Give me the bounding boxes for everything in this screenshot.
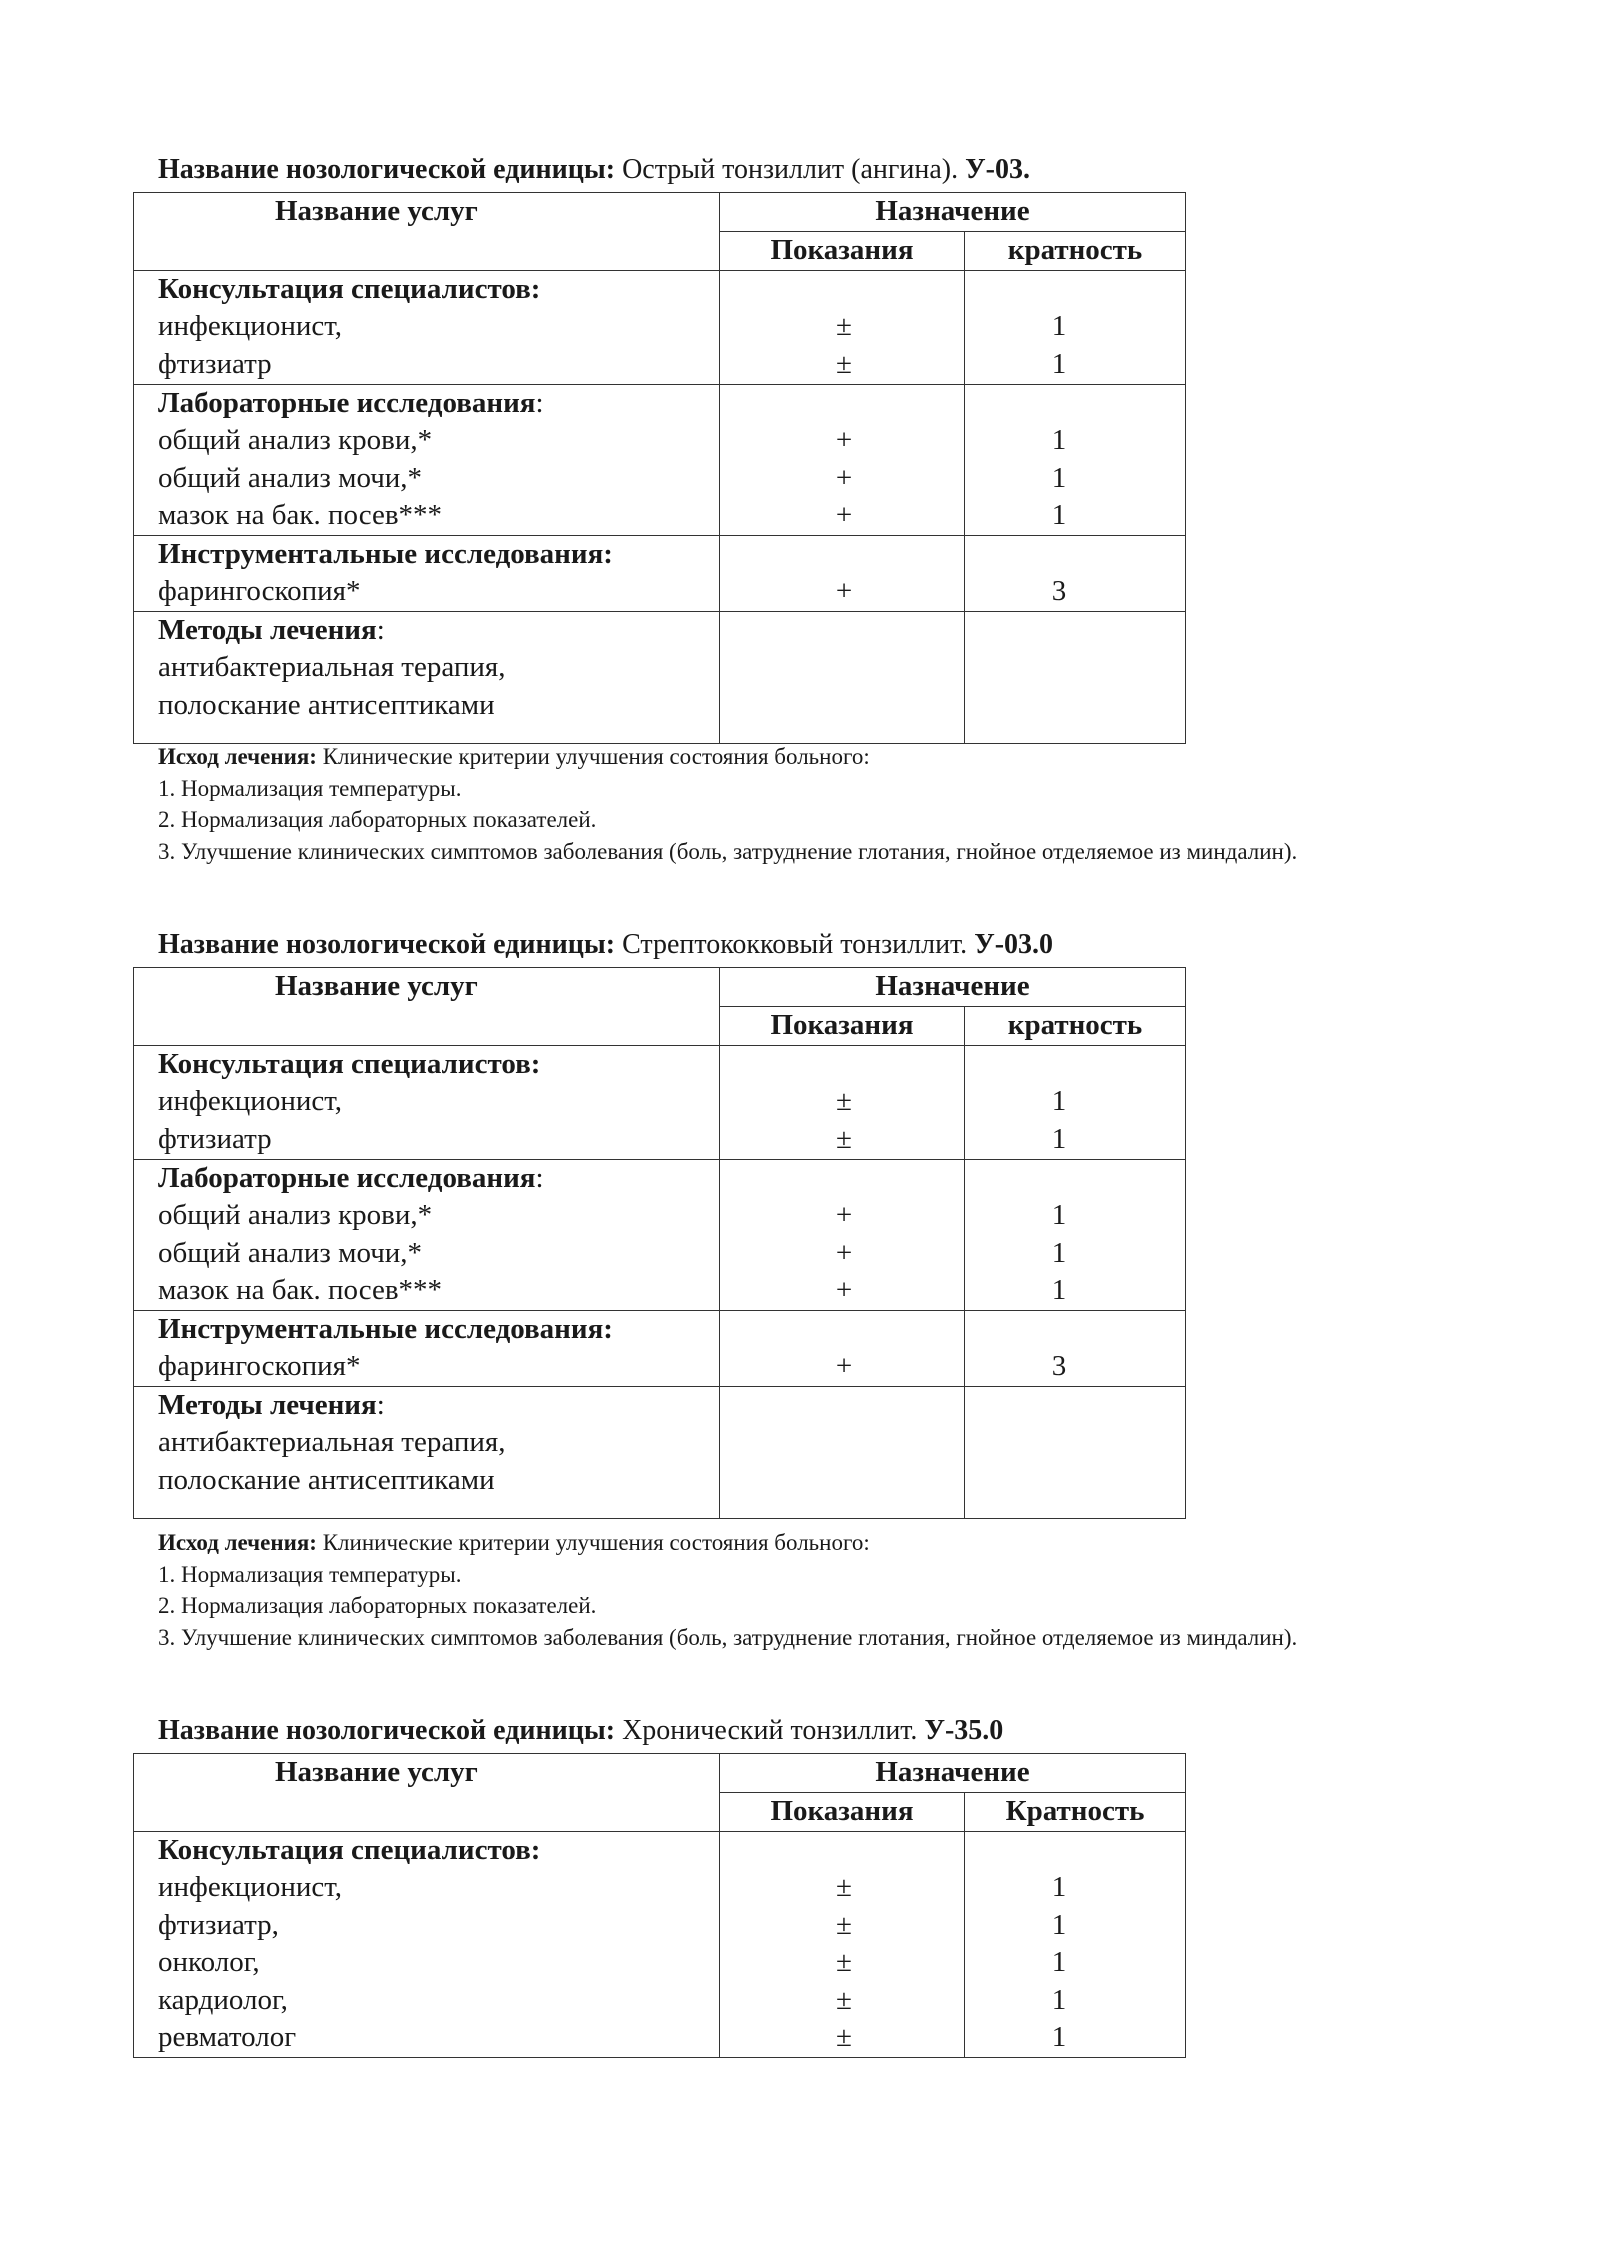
outcome-item: 2. Нормализация лабораторных показателей.	[158, 807, 597, 832]
heading-label: Название нозологической единицы:	[158, 1715, 616, 1746]
table-row	[134, 1831, 1186, 2057]
service-item: общий анализ крови,*	[158, 424, 433, 456]
col-header-assignment: Назначение	[720, 968, 1186, 1007]
section-heading	[158, 1714, 1003, 1748]
col-header-services: Название услуг	[134, 968, 720, 1046]
table-row	[134, 1159, 1186, 1310]
multiplicity-value: 1	[1051, 1946, 1067, 1978]
col-header-indications: Показания	[720, 1792, 965, 1831]
indication-value: ±	[836, 310, 852, 342]
multiplicity-value: 1	[1051, 461, 1067, 494]
group-title: Методы лечения:	[158, 613, 385, 646]
indication-value: +	[835, 1274, 853, 1306]
outcome-label: Исход лечения:	[158, 744, 317, 769]
col-header-assignment: Назначение	[720, 1754, 1186, 1793]
multiplicity-value: 1	[1051, 1908, 1067, 1941]
group-title: Консультация специалистов:	[158, 1833, 541, 1866]
service-item: инфекционист,	[158, 1871, 342, 1903]
table-row	[134, 1310, 1186, 1386]
service-item: фарингоскопия*	[158, 1350, 361, 1382]
table-row	[134, 270, 1186, 384]
outcome-item: 1. Нормализация температуры.	[158, 1561, 462, 1587]
outcome-item: 3. Улучшение клинических симптомов заболевания (боль, затруднение глотания, гнойное отделяемое из миндалин).	[158, 1624, 1298, 1650]
service-item: мазок на бак. посев***	[158, 499, 443, 531]
services-table	[133, 192, 1186, 744]
indication-value: +	[835, 1236, 853, 1269]
col-header-indications: Показания	[720, 231, 965, 270]
service-item: кардиолог,	[158, 1983, 288, 2016]
indication-value: ±	[836, 1871, 852, 1903]
multiplicity-value: 1	[1051, 1274, 1067, 1306]
indication-value: +	[835, 499, 853, 531]
multiplicity-value: 1	[1051, 347, 1067, 380]
heading-label: Название нозологической единицы:	[158, 929, 616, 960]
group-title: Методы лечения:	[158, 1388, 385, 1421]
service-item: ревматолог	[158, 2021, 297, 2053]
col-header-multiplicity: Кратность	[965, 1792, 1186, 1831]
outcome-item: 1. Нормализация температуры.	[158, 775, 462, 801]
multiplicity-value: 1	[1051, 2021, 1067, 2053]
heading-disease-name: Хронический тонзиллит.	[622, 1715, 918, 1746]
multiplicity-value: 3	[1051, 1350, 1067, 1382]
service-item: мазок на бак. посев***	[158, 1274, 443, 1306]
indication-value: ±	[836, 1946, 852, 1978]
group-title: Инструментальные исследования:	[158, 1312, 613, 1345]
table-row	[134, 611, 1186, 743]
heading-disease-name: Острый тонзиллит (ангина).	[622, 154, 959, 185]
indication-value: ±	[836, 1908, 852, 1941]
table-row	[134, 1386, 1186, 1518]
indication-value: +	[835, 1199, 853, 1231]
multiplicity-value: 1	[1051, 499, 1067, 531]
treatment-outcome	[158, 1527, 1398, 1653]
group-title: Инструментальные исследования:	[158, 537, 613, 570]
table-row	[134, 384, 1186, 535]
col-header-assignment: Назначение	[720, 193, 1186, 232]
section-heading	[158, 928, 1053, 962]
service-item: антибактериальная терапия,	[158, 1426, 506, 1458]
indication-value: ±	[836, 1085, 852, 1117]
heading-code: У-03.0	[974, 929, 1054, 960]
heading-code: У-35.0	[924, 1715, 1004, 1746]
treatment-outcome	[158, 741, 1398, 867]
group-title: Лабораторные исследования:	[158, 386, 544, 419]
indication-value: +	[835, 424, 853, 456]
section-heading	[158, 153, 1030, 187]
service-item: инфекционист,	[158, 1085, 342, 1117]
multiplicity-value: 1	[1051, 1871, 1067, 1903]
outcome-text: Клинические критерии улучшения состояния больного:	[322, 744, 870, 769]
outcome-text: Клинические критерии улучшения состояния больного:	[322, 1530, 870, 1555]
table-row	[134, 535, 1186, 611]
indication-value: ±	[836, 1983, 852, 2016]
heading-code: У-03.	[965, 154, 1030, 185]
service-item: фтизиатр	[158, 347, 272, 380]
outcome-item: 2. Нормализация лабораторных показателей.	[158, 1593, 597, 1618]
indication-value: +	[835, 1350, 853, 1382]
indication-value: +	[835, 461, 853, 494]
service-item: фтизиатр,	[158, 1908, 279, 1941]
col-header-multiplicity: кратность	[965, 1006, 1186, 1045]
indication-value: +	[835, 575, 853, 607]
service-item: онколог,	[158, 1946, 260, 1978]
multiplicity-value: 1	[1051, 1199, 1067, 1231]
service-item: фарингоскопия*	[158, 575, 361, 607]
multiplicity-value: 1	[1051, 1983, 1067, 2016]
service-item: инфекционист,	[158, 310, 342, 342]
indication-value: ±	[836, 347, 852, 380]
multiplicity-value: 1	[1051, 1085, 1067, 1117]
col-header-multiplicity: кратность	[965, 231, 1186, 270]
col-header-indications: Показания	[720, 1006, 965, 1045]
service-item: фтизиатр	[158, 1122, 272, 1155]
service-item: полоскание антисептиками	[158, 1463, 495, 1496]
multiplicity-value: 3	[1051, 575, 1067, 607]
col-header-services: Название услуг	[134, 1754, 720, 1832]
multiplicity-value: 1	[1051, 1236, 1067, 1269]
service-item: общий анализ мочи,*	[158, 1236, 423, 1269]
multiplicity-value: 1	[1051, 424, 1067, 456]
service-item: антибактериальная терапия,	[158, 651, 506, 683]
outcome-label: Исход лечения:	[158, 1530, 317, 1555]
table-row	[134, 1045, 1186, 1159]
group-title: Лабораторные исследования:	[158, 1161, 544, 1194]
service-item: полоскание антисептиками	[158, 688, 495, 721]
services-table	[133, 967, 1186, 1519]
multiplicity-value: 1	[1051, 1122, 1067, 1155]
group-title: Консультация специалистов:	[158, 1047, 541, 1080]
multiplicity-value: 1	[1051, 310, 1067, 342]
outcome-item: 3. Улучшение клинических симптомов заболевания (боль, затруднение глотания, гнойное отделяемое из миндалин).	[158, 838, 1298, 864]
indication-value: ±	[836, 2021, 852, 2053]
group-title: Консультация специалистов:	[158, 272, 541, 305]
service-item: общий анализ мочи,*	[158, 461, 423, 494]
heading-label: Название нозологической единицы:	[158, 154, 616, 185]
heading-disease-name: Стрептококковый тонзиллит.	[622, 929, 968, 960]
indication-value: ±	[836, 1122, 852, 1155]
services-table	[133, 1753, 1186, 2058]
service-item: общий анализ крови,*	[158, 1199, 433, 1231]
col-header-services: Название услуг	[134, 193, 720, 271]
